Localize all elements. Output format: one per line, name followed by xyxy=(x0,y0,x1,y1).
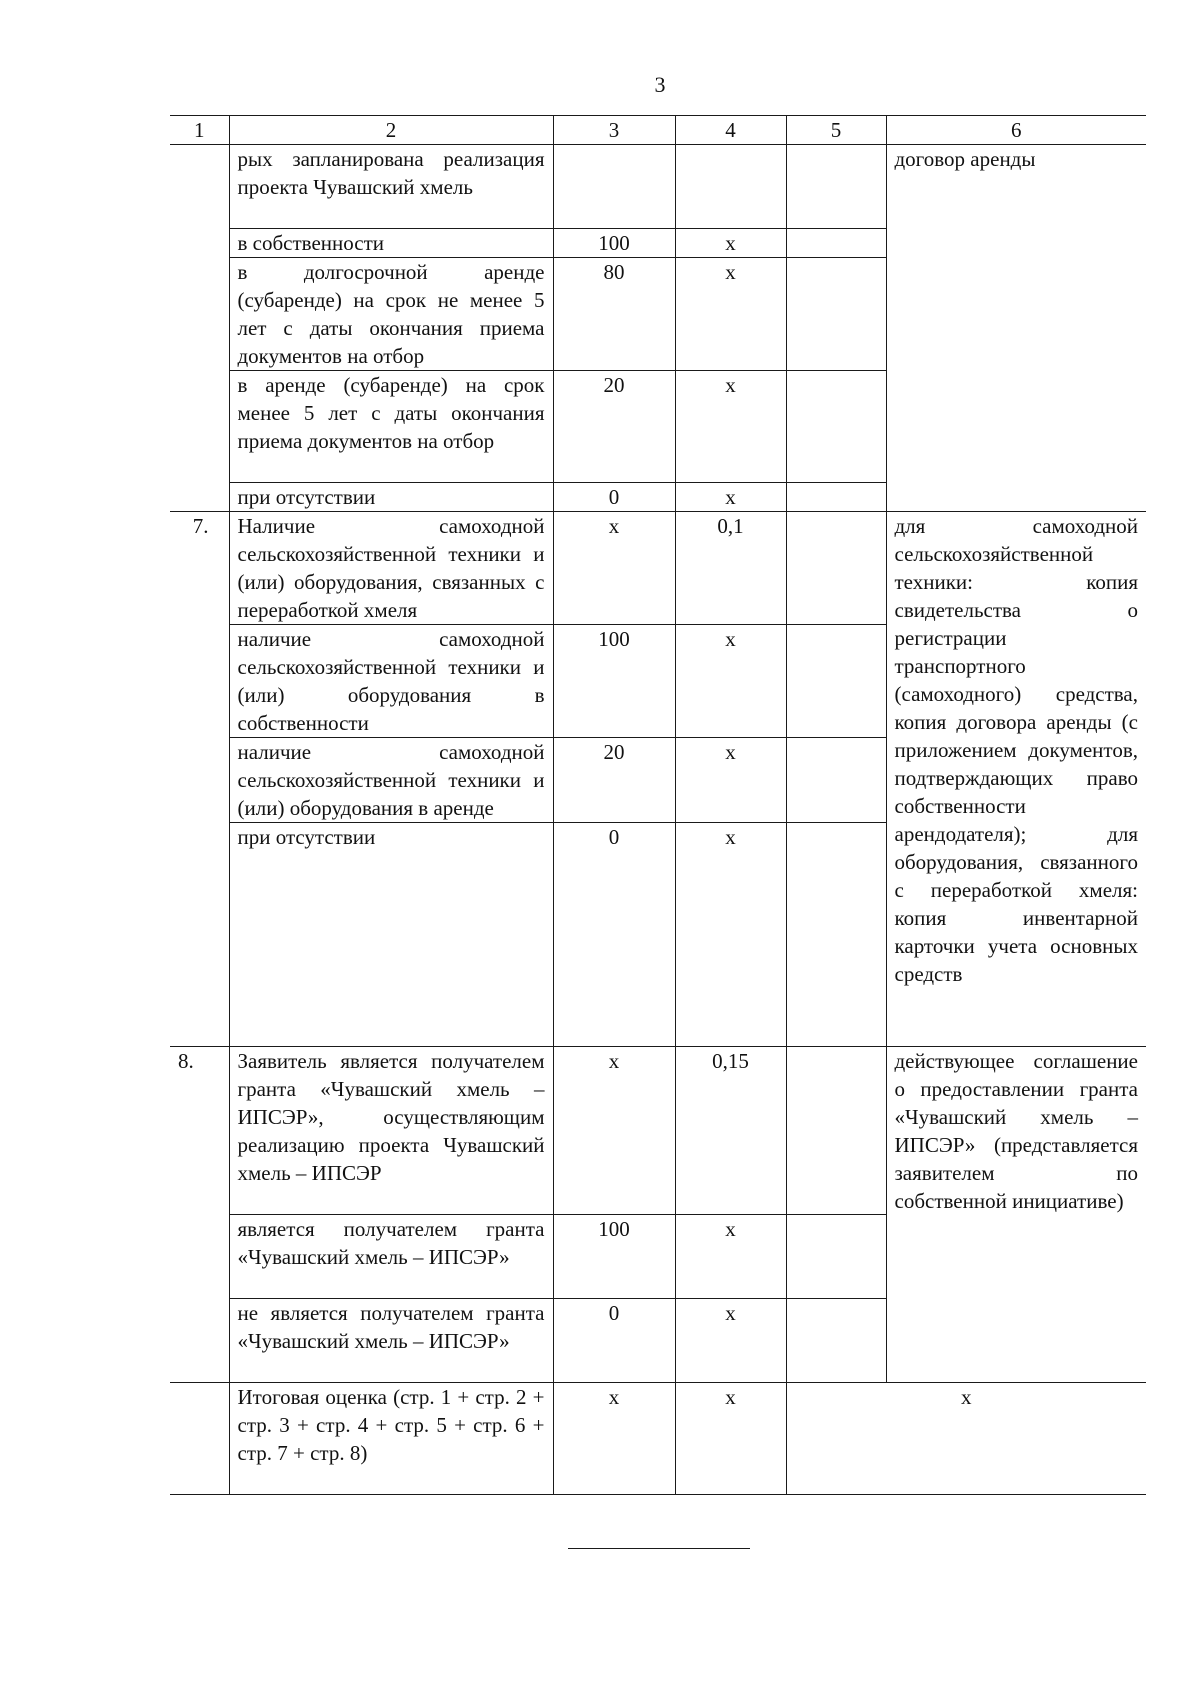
points-cell: х xyxy=(553,1383,675,1495)
col5-cell xyxy=(786,371,886,483)
header-cell-1: 1 xyxy=(170,116,229,145)
header-cell-5: 5 xyxy=(786,116,886,145)
col5-cell xyxy=(786,145,886,229)
table-header-row xyxy=(170,116,1146,145)
weight-cell: х xyxy=(675,371,786,483)
criterion-text: при отсутствии xyxy=(229,483,553,512)
points-cell xyxy=(553,145,675,229)
col5-cell xyxy=(786,258,886,371)
closing-rule xyxy=(568,1548,750,1549)
points-cell: 100 xyxy=(553,229,675,258)
criterion-text: в аренде (субаренде) на срок менее 5 лет с даты окончания приема документов на отбор xyxy=(229,371,553,483)
col5-cell xyxy=(786,738,886,823)
table-row xyxy=(170,1047,1146,1215)
weight-cell xyxy=(675,145,786,229)
points-cell: 100 xyxy=(553,1215,675,1299)
header-cell-6: 6 xyxy=(886,116,1146,145)
criterion-text: в собственности xyxy=(229,229,553,258)
points-cell: х xyxy=(553,1047,675,1215)
weight-cell: х xyxy=(675,823,786,1047)
weight-cell: х xyxy=(675,229,786,258)
weight-cell: х xyxy=(675,1299,786,1383)
weight-cell: х xyxy=(675,738,786,823)
points-cell: 0 xyxy=(553,1299,675,1383)
points-cell: 20 xyxy=(553,371,675,483)
documents-cell: для самоходной сельскохозяйственной техники: копия свидетельства о регистрации транспортного (самоходного) средства, копия договора аренды (с приложением документов, подтверждающих право собственности арендодателя); для оборудования, связанного с переработкой хмеля: копия инвентарной карточки учета основных средств xyxy=(886,512,1146,1047)
col5-cell xyxy=(786,229,886,258)
row-number-cell xyxy=(170,145,229,512)
points-cell: 20 xyxy=(553,738,675,823)
row-number-cell: 8. xyxy=(170,1047,229,1383)
criterion-text: наличие самоходной сельскохозяйственной техники и (или) оборудования в собственности xyxy=(229,625,553,738)
points-cell: 100 xyxy=(553,625,675,738)
points-cell: 0 xyxy=(553,483,675,512)
header-cell-4: 4 xyxy=(675,116,786,145)
table-row xyxy=(170,145,1146,229)
col5-cell xyxy=(786,625,886,738)
weight-cell: 0,15 xyxy=(675,1047,786,1215)
col5-cell xyxy=(786,483,886,512)
weight-cell: х xyxy=(675,483,786,512)
scoring-criteria-table xyxy=(170,115,1146,1495)
weight-cell: х xyxy=(675,1383,786,1495)
total-row xyxy=(170,1383,1146,1495)
table-row xyxy=(170,512,1146,625)
header-cell-3: 3 xyxy=(553,116,675,145)
criterion-text: наличие самоходной сельскохозяйственной техники и (или) оборудования в аренде xyxy=(229,738,553,823)
criterion-text: при отсутствии xyxy=(229,823,553,1047)
weight-cell: х xyxy=(675,1215,786,1299)
col5-cell xyxy=(786,1215,886,1299)
criterion-text: не является получателем гранта «Чувашский хмель – ИПСЭР» xyxy=(229,1299,553,1383)
points-cell: 0 xyxy=(553,823,675,1047)
row-number-cell: 7. xyxy=(170,512,229,1047)
points-cell: 80 xyxy=(553,258,675,371)
weight-cell: х xyxy=(675,258,786,371)
col5-cell xyxy=(786,512,886,625)
criterion-text: Наличие самоходной сельскохозяйственной техники и (или) оборудования, связанных с переработкой хмеля xyxy=(229,512,553,625)
criterion-text: рых запланирована реализация проекта Чувашский хмель xyxy=(229,145,553,229)
points-cell: х xyxy=(553,512,675,625)
documents-cell: договор аренды xyxy=(886,145,1146,512)
col5-cell xyxy=(786,1299,886,1383)
row-number-cell xyxy=(170,1383,229,1495)
weight-cell: 0,1 xyxy=(675,512,786,625)
documents-cell: действующее соглашение о предоставлении гранта «Чувашский хмель – ИПСЭР» (представляется заявителем по собственной инициативе) xyxy=(886,1047,1146,1383)
criterion-text: Заявитель является получателем гранта «Чувашский хмель – ИПСЭР», осуществляющим реализацию проекта Чувашский хмель – ИПСЭР xyxy=(229,1047,553,1215)
total-documents-cell: х xyxy=(786,1383,1146,1495)
page-number: 3 xyxy=(654,72,666,97)
criterion-text: в долгосрочной аренде (субаренде) на срок не менее 5 лет с даты окончания приема документов на отбор xyxy=(229,258,553,371)
header-cell-2: 2 xyxy=(229,116,553,145)
total-text: Итоговая оценка (стр. 1 + стр. 2 + стр. 3 + стр. 4 + стр. 5 + стр. 6 + стр. 7 + стр. 8) xyxy=(229,1383,553,1495)
weight-cell: х xyxy=(675,625,786,738)
col5-cell xyxy=(786,1047,886,1215)
criterion-text: является получателем гранта «Чувашский хмель – ИПСЭР» xyxy=(229,1215,553,1299)
col5-cell xyxy=(786,823,886,1047)
